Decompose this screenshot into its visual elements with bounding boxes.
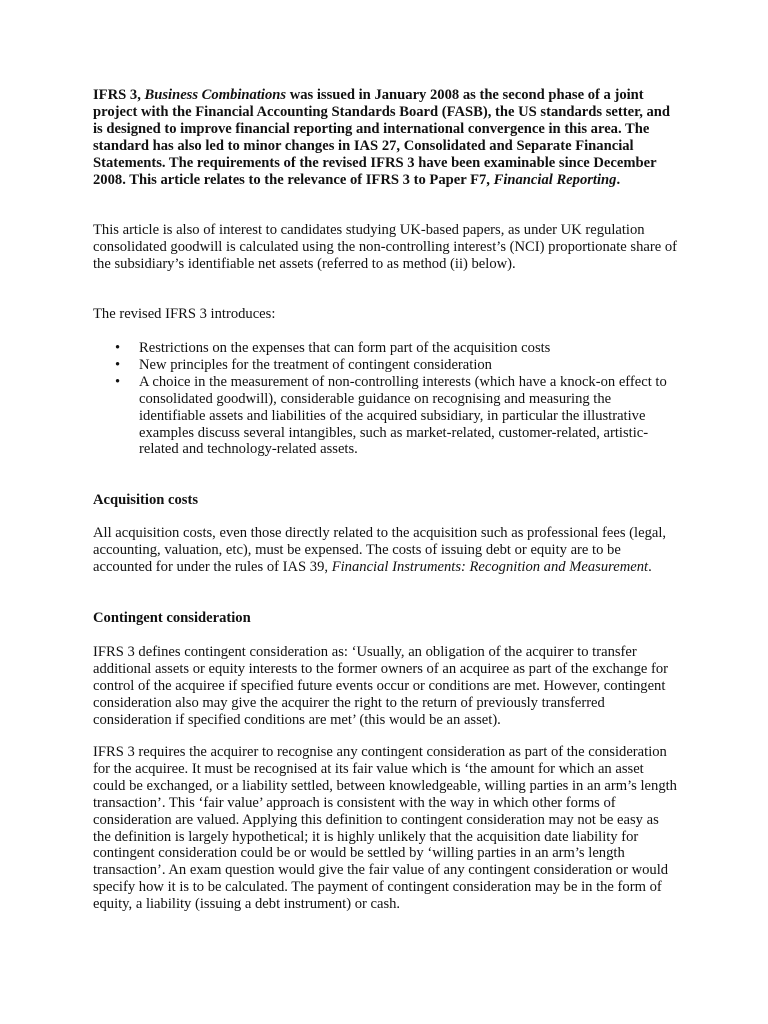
list-item — [93, 374, 678, 459]
list-item-text: A choice in the measurement of non-controlling interests (which have a knock-on effect to consolidated goodwill), considerable guidance on recognising and measuring the identifiable assets and liabilities of the acquired subsidiary, in particular the illustrative examples discuss several intangibles, such as market-related, customer-related, artistic-related and technology-related assets. — [139, 373, 667, 458]
bullet-list — [93, 340, 678, 458]
bullet-icon: • — [115, 340, 121, 356]
bullet-icon: • — [115, 373, 121, 390]
acquisition-title-ias39: Financial Instruments: Recognition and Measurement — [331, 558, 649, 575]
intro-text-3: . — [616, 171, 621, 188]
contingent-recognition-paragraph: IFRS 3 requires the acquirer to recognise any contingent consideration as part of the consideration for the acquiree. It must be recognised at its fair value which is ‘the amount for which an asset could be exchanged, or a liability settled, between knowledgeable, willing parties in an arm’s length transaction’. This ‘fair value’ approach is consistent with the way in which other forms of consideration are valued. Applying this definition to contingent consideration may not be easy as the definition is largely hypothetical; it is highly unlikely that the acquisition date liability for contingent consideration could be or would be settled by ‘willing parties in an arm’s length transaction’. An exam question would give the fair value of any contingent consideration or would specify how it is to be calculated. The payment of contingent consideration may be in the form of equity, a liability (issuing a debt instrument) or cash. — [93, 744, 677, 913]
acquisition-costs-heading: Acquisition costs — [93, 492, 199, 508]
intro-text-1: IFRS 3, — [93, 87, 145, 103]
contingent-consideration-heading: Contingent consideration — [93, 610, 251, 626]
intro-title-business-combinations: Business Combinations — [144, 87, 287, 103]
acquisition-text-1: All acquisition costs, even those directly related to the acquisition such as professional fees (legal, accounting, valuation, etc), must be expensed. The costs of issuing debt or equity are to be accounted for under the rules of IAS 39, — [93, 525, 667, 575]
list-item — [93, 340, 678, 357]
contingent-definition-paragraph: IFRS 3 defines contingent consideration as: ‘Usually, an obligation of the acquirer to transfer additional assets or equity interests to the former owners of an acquiree as part of the exchange for control of the acquiree if specified future events occur or conditions are met. However, contingent consideration also may give the acquirer the right to the return of previously transferred consideration if specified conditions are met’ (this would be an asset). — [93, 644, 669, 728]
intro-paragraph — [93, 87, 678, 188]
uk-paragraph: This article is also of interest to candidates studying UK-based papers, as under UK regulation consolidated goodwill is calculated using the non-controlling interest’s (NCI) proportionate share of the subsidiary’s identifiable net assets (referred to as method (ii) below). — [93, 222, 678, 272]
bullet-icon: • — [115, 356, 121, 373]
introduces-label: The revised IFRS 3 introduces: — [93, 306, 276, 322]
acquisition-costs-paragraph — [93, 525, 678, 576]
list-item — [93, 357, 678, 374]
intro-title-financial-reporting: Financial Reporting — [493, 171, 617, 188]
acquisition-text-2: . — [648, 558, 652, 575]
list-item-text: New principles for the treatment of contingent consideration — [139, 356, 492, 373]
intro-text-2: was issued in January 2008 as the second phase of a joint project with the Financial Accounting Standards Board (FASB), the US standards setter, and is designed to improve financial reporting and international convergence in this area. The standard has also led to minor changes in IAS 27, Consolidated and Separate Financial Statements. The requirements of the revised IFRS 3 have been examinable since December 2008. This article relates to the relevance of IFRS 3 to Paper F7, — [93, 87, 671, 188]
list-item-text: Restrictions on the expenses that can form part of the acquisition costs — [139, 340, 551, 356]
